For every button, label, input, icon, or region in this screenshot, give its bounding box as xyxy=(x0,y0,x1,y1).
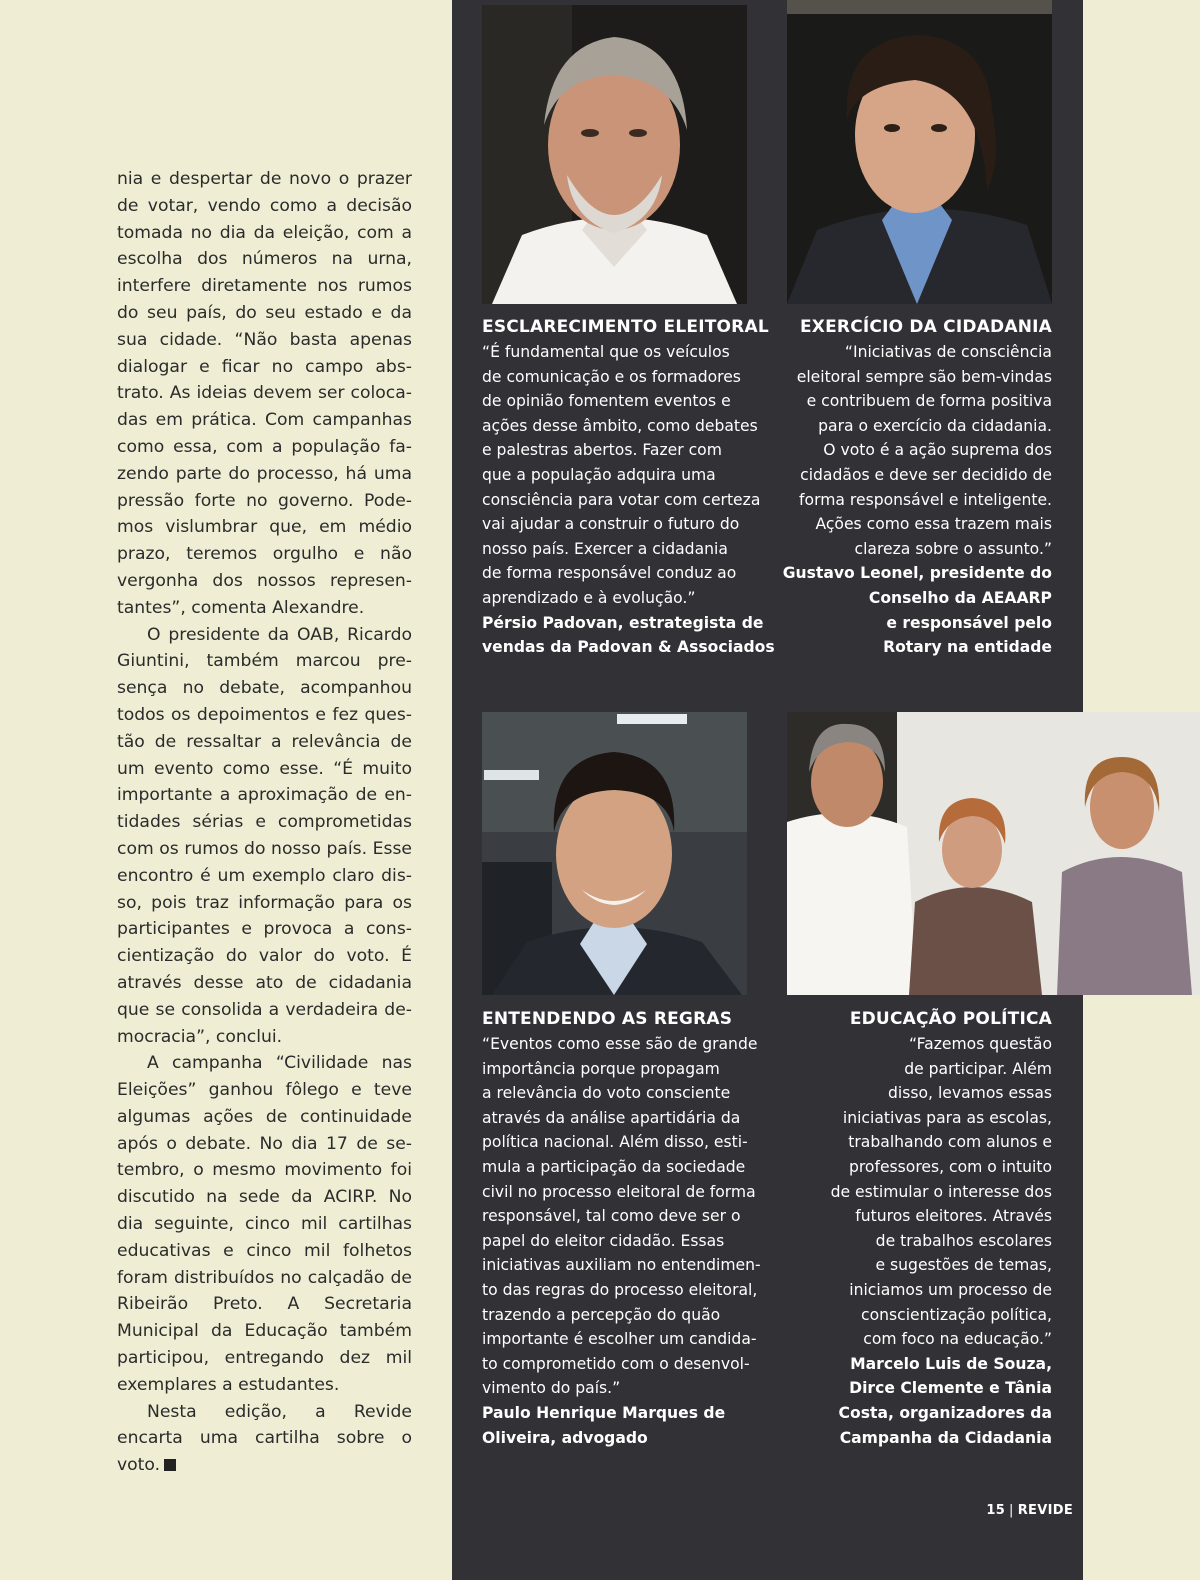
quote-author: Marcelo Luis de Souza, Dirce Clemente e Tânia Costa, organizadores da Campanha da Cidadania xyxy=(838,1354,1052,1447)
portrait-photo-gustavo xyxy=(787,0,1052,304)
quote-text: “Iniciativas de consciência eleitoral sempre são bem-vindas e contribuem de forma positiva para o exercício da cidadania. O voto é a ação suprema dos cidadãos e deve ser decidido de forma responsável e inteligente. Ações como essa trazem mais clareza sobre o assunto.” xyxy=(796,343,1052,558)
quote-box-educacao xyxy=(752,1006,1052,1450)
quote-text: “Fazemos questão de participar. Além disso, levamos essas iniciativas para as escolas, trabalhando com alunos e professores, com o intuito de estimular o interesse dos futuros eleitores. Através de trabalhos escolares e sugestões de temas, iniciamos um processo de conscientização política, com foco na educação.” xyxy=(830,1035,1052,1349)
quote-heading: ENTENDENDO AS REGRAS xyxy=(482,1009,733,1029)
quote-heading: EDUCAÇÃO POLÍTICA xyxy=(849,1009,1052,1029)
article-column xyxy=(117,166,412,1479)
article-paragraph-4 xyxy=(117,1399,412,1479)
article-paragraph-4-text: Nesta edição, a Revide encarta uma cartilha sobre o voto. xyxy=(117,1401,412,1476)
quote-author: Gustavo Leonel, presidente do Conselho da AEAARP e responsável pelo Rotary na entidade xyxy=(782,564,1052,657)
page-folio: 15 | REVIDE xyxy=(986,1503,1073,1518)
quote-box-exercicio xyxy=(752,314,1052,660)
group-photo-organizers xyxy=(787,712,1200,995)
article-paragraph-1: nia e despertar de novo o prazer de votar, vendo como a decisão tomada no dia da eleição, com a escolha dos números na urna, interfere diretamente nos rumos do seu país, do seu estado e da sua cidade. “Não basta apenas dialogar e ficar no campo abstrato. As ideias devem ser colocadas em prática. Com campanhas como essa, com a população fazendo parte do processo, há uma pressão forte no governo. Podemos vislumbrar que, em médio prazo, teremos orgulho e não vergonha dos nossos representantes”, comenta Alexandre. xyxy=(117,169,412,618)
quote-box-entendendo xyxy=(482,1006,782,1450)
quote-heading: ESCLARECIMENTO ELEITORAL xyxy=(482,317,769,337)
end-of-article-mark: r xyxy=(164,1459,176,1471)
article-paragraph-3: A campanha “Civilidade nas Eleições” ganhou fôlego e teve algumas ações de continuidade após o debate. No dia 17 de setembro, o mesmo movimento foi discutido na sede da ACIRP. No dia seguinte, cinco mil cartilhas educativas e cinco mil folhetos foram distribuídos no calçadão de Ribeirão Preto. A Secretaria Municipal da Educação também participou, entregando dez mil exemplares a estudantes. xyxy=(117,1053,412,1395)
portrait-photo-persio xyxy=(482,5,747,304)
article-paragraph-2: O presidente da OAB, Ricardo Giuntini, também marcou presença no debate, acompanhou todos os depoimentos e fez questão de ressaltar a relevância de um evento como esse. “É muito importante a aproximação de entidades sérias e comprometidas com os rumos do nosso país. Esse encontro é um exemplo claro disso, pois traz informação para os participantes e provoca a conscientização do valor do voto. É através desse ato de cidadania que se consolida a verdadeira democracia”, conclui. xyxy=(117,624,412,1047)
portrait-photo-paulo xyxy=(482,712,747,995)
magazine-name: REVIDE xyxy=(1017,1503,1073,1518)
page-number: 15 xyxy=(986,1503,1006,1518)
quote-author: Paulo Henrique Marques de Oliveira, advogado xyxy=(482,1403,726,1447)
quote-author: Pérsio Padovan, estrategista de vendas da Padovan & Associados xyxy=(482,613,775,657)
quote-text: “É fundamental que os veículos de comunicação e os formadores de opinião fomentem eventos e ações desse âmbito, como debates e palestras abertos. Fazer com que a população adquira uma consciência para votar com certeza vai ajudar a construir o futuro do nosso país. Exercer a cidadania de forma responsável conduz ao aprendizado e à evolução.” xyxy=(482,343,761,607)
quote-box-esclarecimento xyxy=(482,314,782,660)
quote-text: “Eventos como esse são de grande importância porque propagam a relevância do voto consciente através da análise apartidária da política nacional. Além disso, esti- mula a participação da sociedade civil no processo eleitoral de forma responsável, tal como deve ser o papel do eleitor cidadão. Essas iniciativas auxiliam no entendimen- to das regras do processo eleitoral, trazendo a percepção do quão importante é escolher um candida- to comprometido com o desenvol- vimento do país.” xyxy=(482,1035,761,1398)
quote-heading: EXERCÍCIO DA CIDADANIA xyxy=(799,317,1052,337)
